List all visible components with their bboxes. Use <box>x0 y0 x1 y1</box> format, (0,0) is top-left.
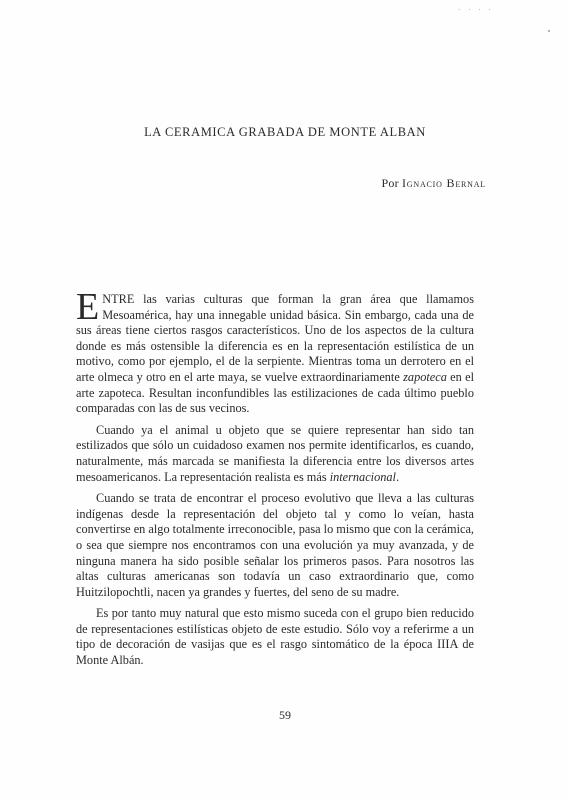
corner-dot <box>548 30 550 32</box>
paragraph-2 <box>76 423 474 485</box>
drop-cap: E <box>76 286 100 328</box>
paragraph-2-text: Cuando ya el animal u objeto que se quiere representar han sido tan estilizados que sólo un cuidadoso examen nos permite identificarlos, es cuando, naturalmente, más marcada se manifiesta la diferencia entre los diversos artes mesoamericanos. La representación realista es más <box>76 422 474 484</box>
emphasis-zapoteca: zapoteca <box>403 369 447 384</box>
byline <box>382 176 486 191</box>
author-name: Ignacio Bernal <box>402 176 486 190</box>
paragraph-1-text: las varias culturas que forman la gran área que llamamos Mesoamérica, hay una innegable unidad básica. Sin embargo, cada una de sus áreas tiene ciertos rasgos característicos. Uno de los aspectos de la cultura donde es más ostensible la diferencia es en la representación estilística de un motivo, como por ejemplo, el de la serpiente. Mientras toma un derrotero en el arte olmeca y otro en el arte maya, se vuelve extraordinariamente <box>76 292 474 384</box>
paragraph-3: Cuando se trata de encontrar el proceso evolutivo que lleva a las culturas indígenas desde la representación del objeto tal y como lo veían, hasta convertirse en algo totalmente irreconocible, pasa lo mismo que con la cerámica, o sea que siempre nos encontramos con una evolución ya muy avanzada, y de ninguna manera ha sido posible señalar los primeros pasos. Para nosotros las altas culturas americanas son todavía un caso extraordinario que, como Huitzilopochtli, nacen ya grandes y fuertes, del seno de su madre. <box>76 491 474 599</box>
article-body <box>76 286 474 675</box>
article-title: LA CERAMICA GRABADA DE MONTE ALBAN <box>144 125 426 139</box>
paragraph-2-tail: . <box>395 469 400 484</box>
lead-word: NTRE <box>102 292 135 306</box>
page-number: 59 <box>279 708 291 722</box>
emphasis-internacional: internacional <box>329 469 396 484</box>
paragraph-4: Es por tanto muy natural que esto mismo suceda con el grupo bien reducido de representaciones estilísticas objeto de este estudio. Sólo voy a referirme a un tipo de decoración de vasijas que es el rasgo sintomático de la época IIIA de Monte Albán. <box>76 606 474 668</box>
byline-prefix: Por <box>381 176 399 190</box>
paragraph-1 <box>76 286 474 417</box>
paragraph-1-tail: en el arte zapoteca. Resultan inconfundibles las estilizaciones de cada último pueblo comparadas con las de sus vecinos. <box>76 369 474 416</box>
corner-mark: · · · · <box>458 6 494 14</box>
